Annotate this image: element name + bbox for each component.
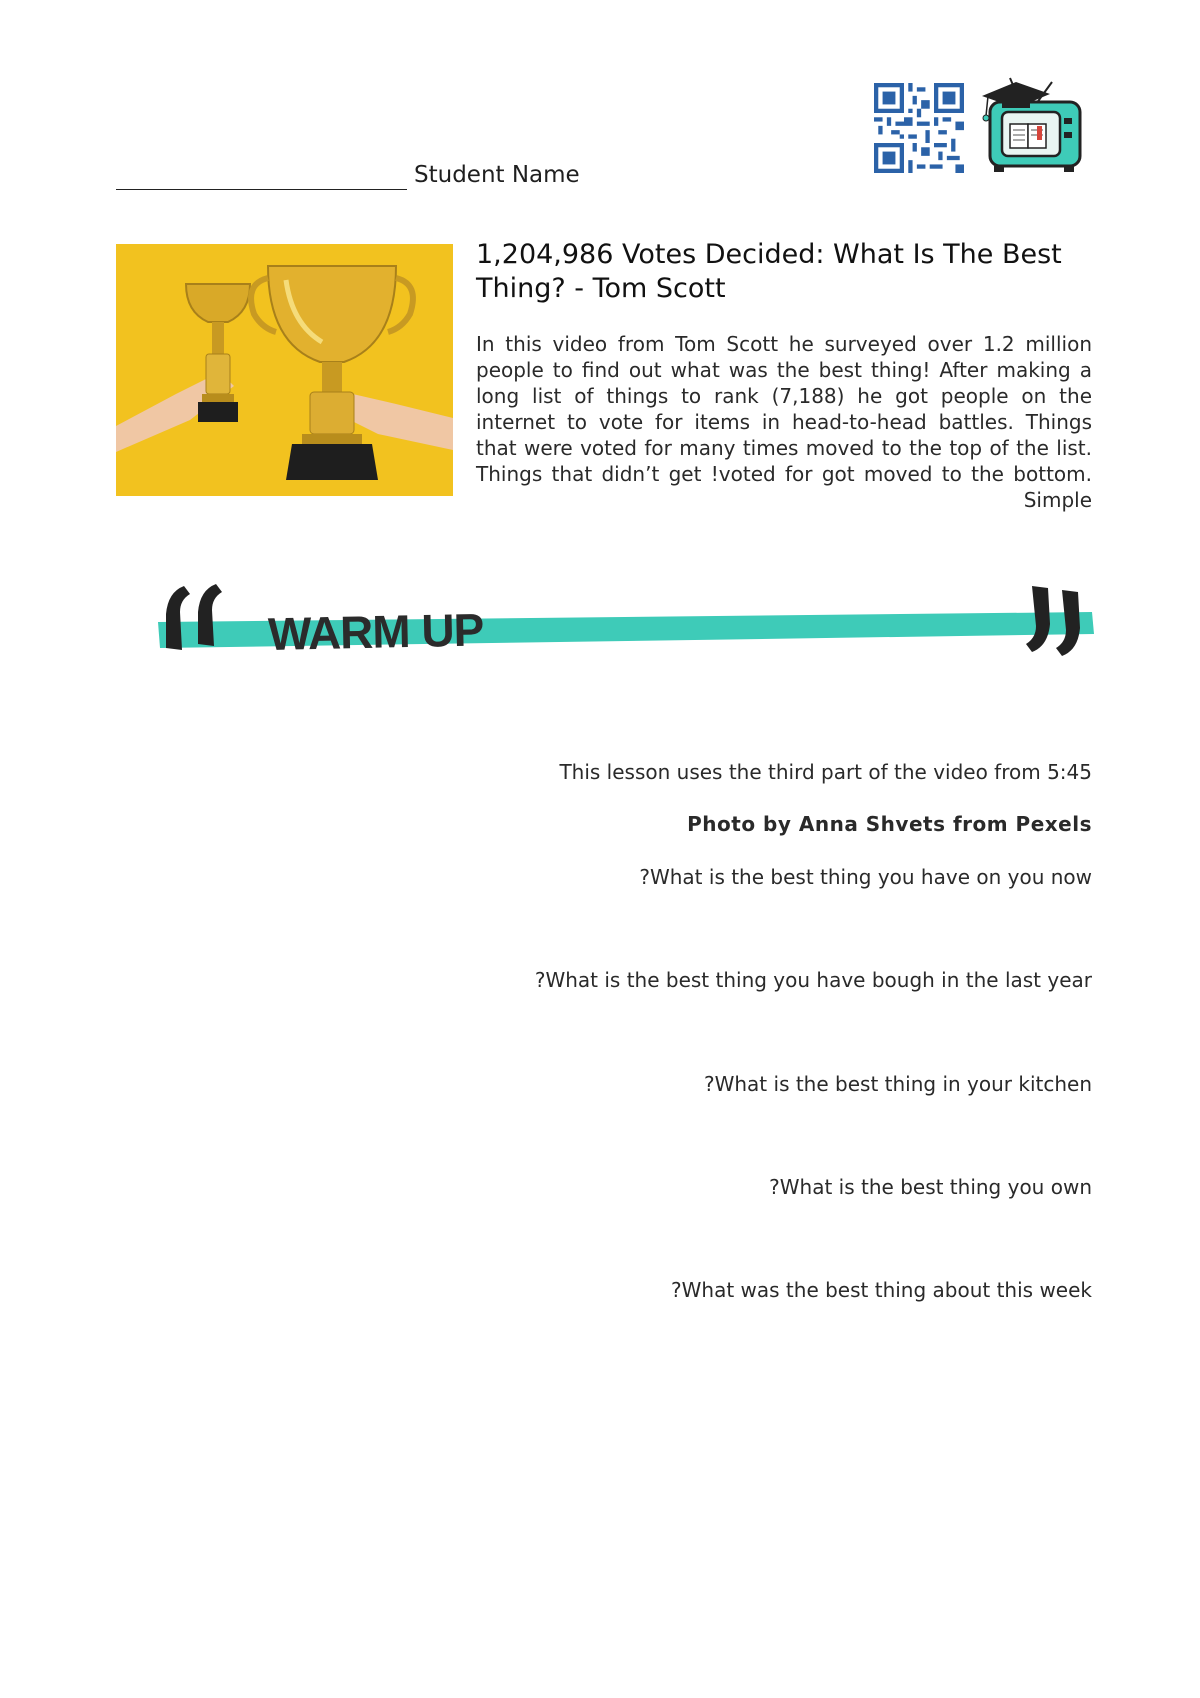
student-name-line [116,189,407,190]
question-item: ?What was the best thing about this week [671,1278,1092,1302]
video-start-note: This lesson uses the third part of the video from 5:45 [559,760,1092,784]
warm-up-heading: WARM UP [267,603,484,660]
student-name-label: Student Name [414,162,580,188]
video-description: In this video from Tom Scott he surveyed over 1.2 million people to find out what was the best thing! After making a long list of things to rank (7,188) he got people on the internet to vote for items in head-to-head battles. Things that were voted for many times moved to the top of the list. Things that didn’t get !voted for got moved to the bottom. Simple [476,332,1092,512]
question-item: ?What is the best thing you own [769,1175,1092,1199]
tv-graduation-cap-icon [976,74,1088,174]
photo-credit: Photo by Anna Shvets from Pexels [687,812,1092,836]
question-item: ?What is the best thing in your kitchen [703,1072,1092,1096]
question-item: ?What is the best thing you have bough in the last year [534,968,1092,992]
video-title: 1,204,986 Votes Decided: What Is The Best Thing? - Tom Scott [476,239,1062,304]
qr-code-icon [874,83,964,173]
question-item: ?What is the best thing you have on you now [639,865,1092,889]
trophy-photo [116,244,453,496]
